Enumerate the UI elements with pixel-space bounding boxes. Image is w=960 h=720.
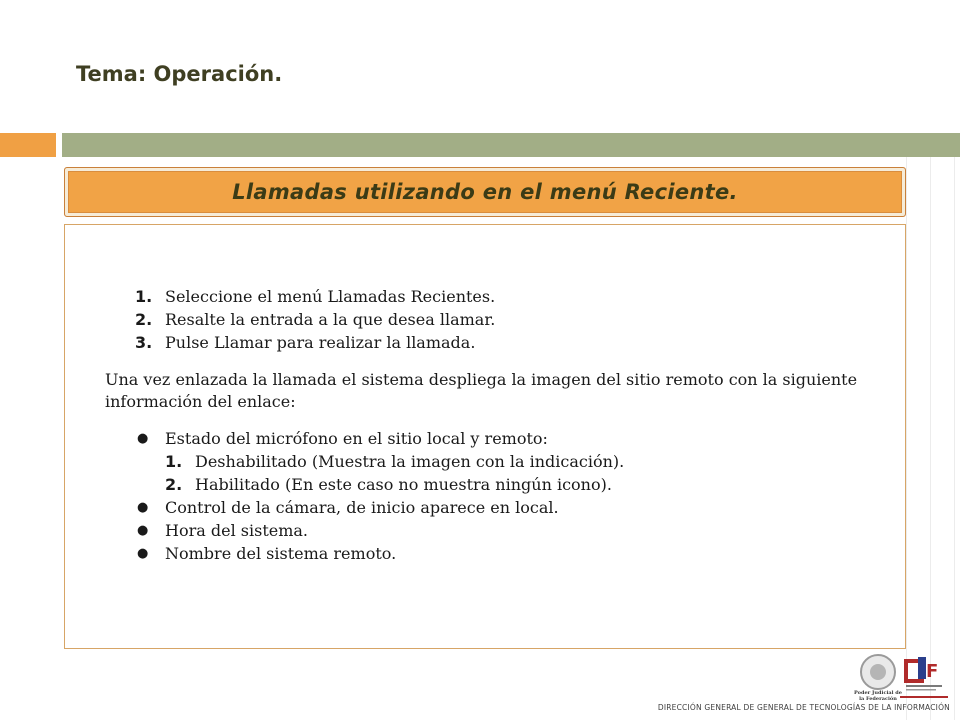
steps-list bbox=[135, 285, 495, 354]
bullet-text: Control de la cámara, de inicio aparece en local. bbox=[165, 498, 559, 517]
bullet-text: Nombre del sistema remoto. bbox=[165, 544, 397, 563]
list-item bbox=[135, 285, 495, 308]
accent-band-green bbox=[62, 133, 960, 157]
grid-line bbox=[930, 157, 931, 720]
bullet-icon: ● bbox=[137, 431, 149, 446]
content-frame bbox=[64, 224, 906, 649]
accent-band-orange bbox=[0, 133, 56, 157]
step-number: 1. bbox=[135, 287, 153, 306]
seal-caption: Poder Judicial de la Federación bbox=[854, 690, 902, 702]
bullet-icon: ● bbox=[137, 500, 149, 515]
bullet-list bbox=[135, 427, 624, 565]
section-header-text: Llamadas utilizando en el menú Reciente. bbox=[232, 180, 738, 204]
step-text: Seleccione el menú Llamadas Recientes. bbox=[165, 287, 496, 306]
svg-text:F: F bbox=[926, 661, 939, 682]
list-item bbox=[135, 308, 495, 331]
list-item bbox=[135, 331, 495, 354]
bullet-icon: ● bbox=[137, 546, 149, 561]
intro-paragraph: Una vez enlazada la llamada el sistema despliega la imagen del sitio remoto con la siguiente información del enlace: bbox=[105, 370, 858, 411]
sub-text: Habilitado (En este caso no muestra ningún icono). bbox=[195, 475, 612, 494]
instructions-image bbox=[101, 277, 867, 567]
federal-seal-icon bbox=[860, 654, 896, 690]
step-number: 3. bbox=[135, 333, 153, 352]
bullet-text: Estado del micrófono en el sitio local y remoto: bbox=[165, 429, 548, 448]
slide-topic-title: Tema: Operación. bbox=[76, 62, 283, 86]
footer-org-name: DIRECCIÓN GENERAL DE GENERAL DE TECNOLOGÍAS DE LA INFORMACIÓN bbox=[657, 703, 950, 712]
step-number: 2. bbox=[135, 310, 153, 329]
sub-list bbox=[165, 450, 624, 496]
list-item bbox=[135, 542, 624, 565]
sub-text: Deshabilitado (Muestra la imagen con la indicación). bbox=[195, 452, 625, 471]
logo-divider bbox=[900, 696, 948, 698]
step-text: Resalte la entrada a la que desea llamar. bbox=[165, 310, 496, 329]
sub-number: 1. bbox=[165, 452, 183, 471]
grid-line bbox=[954, 157, 955, 720]
list-item bbox=[135, 427, 624, 496]
list-item bbox=[135, 496, 624, 519]
bullet-icon: ● bbox=[137, 523, 149, 538]
bullet-text: Hora del sistema. bbox=[165, 521, 309, 540]
list-item bbox=[135, 519, 624, 542]
list-item bbox=[165, 450, 624, 473]
grid-line bbox=[906, 157, 907, 720]
list-item bbox=[165, 473, 624, 496]
section-header bbox=[64, 167, 906, 217]
cjf-logo-icon bbox=[904, 655, 944, 693]
step-text: Pulse Llamar para realizar la llamada. bbox=[165, 333, 476, 352]
sub-number: 2. bbox=[165, 475, 183, 494]
